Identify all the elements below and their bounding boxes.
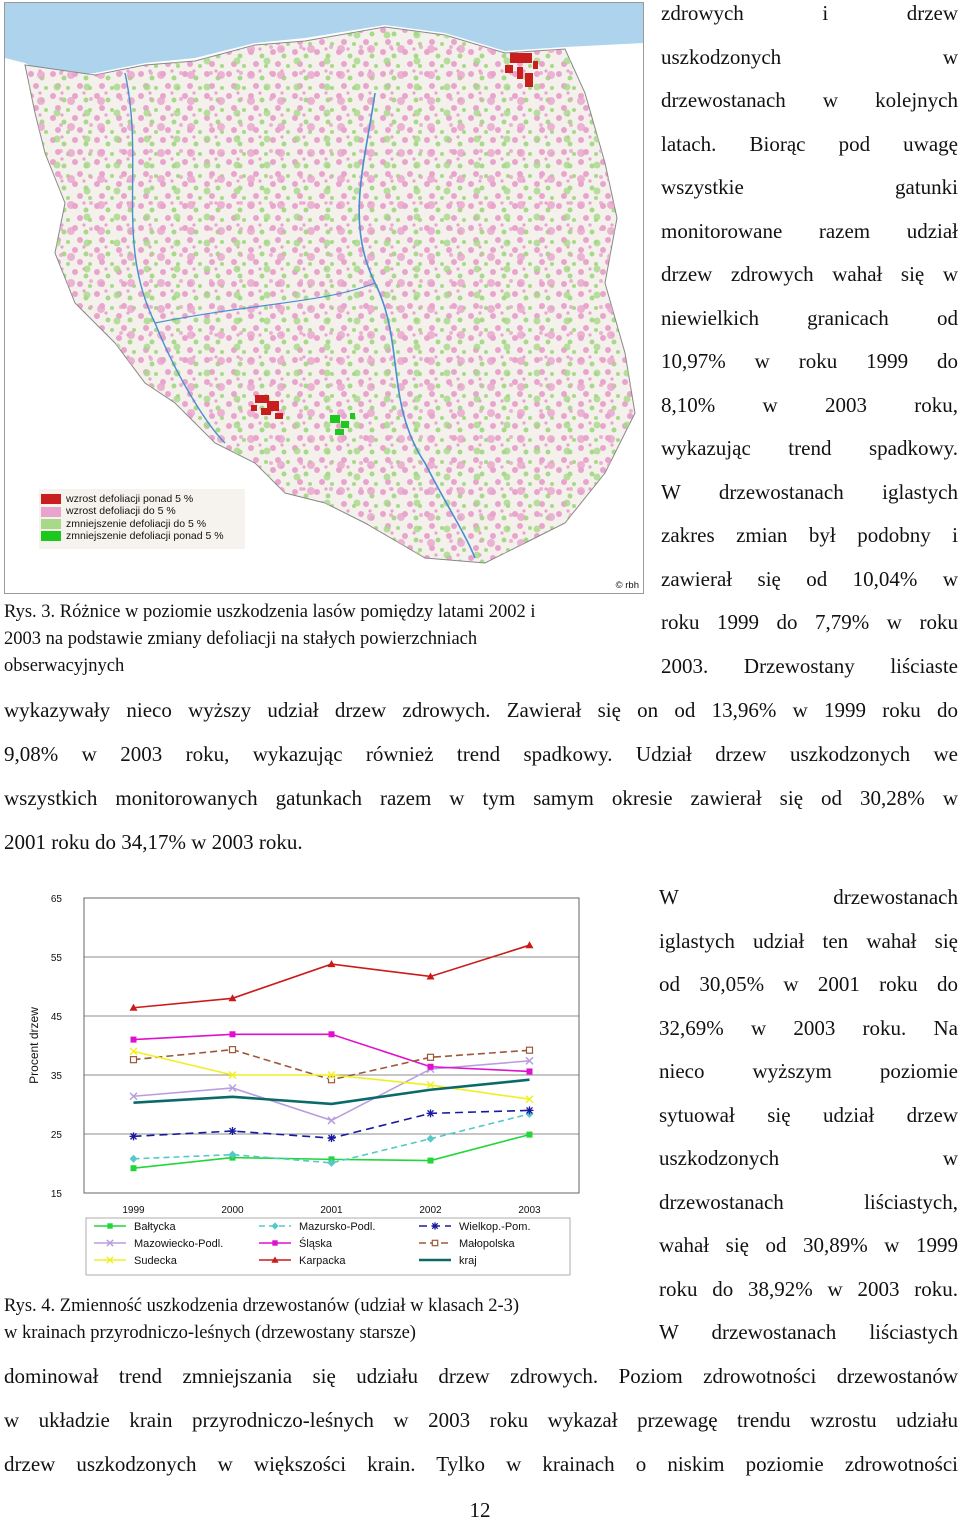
data-point bbox=[428, 1064, 434, 1070]
data-point bbox=[230, 1031, 236, 1037]
legend-label: zmniejszenie defoliacji do 5 % bbox=[66, 517, 207, 530]
text-line: W drzewostanach liściastych bbox=[659, 1320, 958, 1344]
x-tick-label: 2003 bbox=[518, 1205, 541, 1216]
data-point bbox=[107, 1223, 112, 1228]
caption-line: Rys. 4. Zmienność uszkodzenia drzewostanów (udział w klasach 2-3) bbox=[4, 1296, 520, 1316]
legend-swatch bbox=[41, 507, 61, 517]
text-line: wszystkich monitorowanych gatunkach razem w tym samym okresie zawierał się od 30,28% w bbox=[4, 786, 958, 810]
y-tick-label: 65 bbox=[50, 894, 62, 905]
text-line: drzew zdrowych wahał się w bbox=[661, 262, 958, 286]
figure-3-caption bbox=[4, 599, 654, 680]
data-point bbox=[272, 1240, 277, 1245]
text-line: 8,10% w 2003 roku, bbox=[661, 392, 958, 417]
text-line: od 30,05% w 2001 roku do bbox=[659, 972, 958, 996]
text-line: dominował trend zmniejszania się udziału drzew zdrowych. Poziom zdrowotności drzewostanów bbox=[4, 1364, 958, 1388]
legend-swatch bbox=[41, 519, 61, 529]
damage-line-chart bbox=[4, 880, 644, 1290]
legend-swatch bbox=[41, 494, 61, 504]
legend-label: Śląska bbox=[299, 1238, 333, 1250]
data-point bbox=[131, 1165, 137, 1171]
right-column-text-2 bbox=[659, 876, 958, 1355]
text-line: wahał się od 30,89% w 1999 bbox=[659, 1233, 958, 1257]
body-paragraph-1 bbox=[4, 689, 958, 865]
data-point bbox=[428, 1158, 434, 1164]
x-tick-label: 1999 bbox=[122, 1205, 145, 1216]
text-line: 2003. Drzewostany liściaste bbox=[661, 653, 958, 678]
text-line: wykazując trend spadkowy. bbox=[661, 436, 958, 460]
text-line: uszkodzonych w bbox=[659, 1146, 958, 1170]
data-point bbox=[131, 1057, 137, 1063]
x-tick-label: 2000 bbox=[221, 1205, 244, 1216]
data-point bbox=[328, 1134, 336, 1142]
text-line: latach. Biorąc pod uwagę bbox=[661, 131, 958, 156]
text-line: roku do 38,92% w 2003 roku. bbox=[659, 1276, 958, 1301]
data-point bbox=[527, 1047, 533, 1053]
map-copyright: © rbh bbox=[615, 580, 639, 591]
data-point bbox=[526, 1106, 534, 1114]
poland-defoliation-map bbox=[4, 2, 644, 594]
text-line: monitorowane razem udział bbox=[661, 218, 958, 243]
legend-item-pink bbox=[41, 505, 224, 517]
text-line: roku 1999 do 7,79% w roku bbox=[661, 610, 958, 634]
caption-line: 2003 na podstawie zmiany defoliacji na stałych powierzchniach bbox=[4, 629, 478, 649]
x-tick-label: 2001 bbox=[320, 1205, 343, 1216]
text-line: 32,69% w 2003 roku. Na bbox=[659, 1015, 958, 1040]
caption-line: w krainach przyrodniczo-leśnych (drzewostany starsze) bbox=[4, 1323, 416, 1343]
legend-label: wzrost defoliacji ponad 5 % bbox=[66, 493, 194, 505]
text-line: zawierał się od 10,04% w bbox=[661, 566, 958, 591]
page-number: 12 bbox=[469, 1498, 491, 1522]
legend-item-red bbox=[41, 493, 224, 505]
figure-4-caption bbox=[4, 1293, 654, 1347]
data-point bbox=[329, 1031, 335, 1037]
y-tick-label: 15 bbox=[50, 1189, 62, 1200]
legend-label: Karpacka bbox=[299, 1255, 346, 1267]
data-point bbox=[229, 1127, 237, 1135]
data-point bbox=[428, 1054, 434, 1060]
data-point bbox=[527, 1132, 533, 1138]
legend-item-lightgreen bbox=[41, 518, 224, 530]
map-legend-items bbox=[41, 493, 224, 543]
data-point bbox=[527, 1068, 533, 1074]
y-tick-label: 55 bbox=[50, 953, 62, 964]
text-line: wszystkie gatunki bbox=[661, 175, 958, 199]
text-line: W drzewostanach iglastych bbox=[661, 479, 958, 504]
legend-label: Sudecka bbox=[134, 1255, 177, 1267]
data-point bbox=[131, 1037, 137, 1043]
text-line: drzewostanach liściastych, bbox=[659, 1189, 958, 1214]
text-line: w układzie krain przyrodniczo-leśnych w 2003 roku wykazał przewagę trendu wzrostu udziału bbox=[4, 1408, 958, 1432]
legend-label: wzrost defoliacji do 5 % bbox=[66, 505, 176, 518]
y-tick-label: 25 bbox=[50, 1130, 62, 1141]
text-line: uszkodzonych w bbox=[661, 44, 958, 69]
y-tick-label: 35 bbox=[50, 1071, 62, 1082]
plot-area bbox=[84, 898, 579, 1193]
text-line: 9,08% w 2003 roku, wykazując również trend spadkowy. Udział drzew uszkodzonych we bbox=[4, 742, 958, 766]
body-paragraph-2 bbox=[4, 1355, 958, 1487]
legend-label: Małopolska bbox=[459, 1238, 515, 1250]
y-tick-label: 45 bbox=[50, 1012, 62, 1023]
chart-svg bbox=[4, 880, 644, 1290]
legend-label: Bałtycka bbox=[134, 1221, 176, 1233]
text-line: sytuował się udział drzew bbox=[659, 1102, 958, 1127]
data-point bbox=[432, 1240, 437, 1245]
text-line: drzewostanach w kolejnych bbox=[661, 88, 958, 112]
data-point bbox=[431, 1222, 438, 1229]
text-line: 2001 roku do 34,17% w 2003 roku. bbox=[4, 830, 303, 854]
legend-item-green bbox=[41, 530, 224, 542]
text-line: iglastych udział ten wahał się bbox=[659, 928, 958, 953]
text-line: zakres zmian był podobny i bbox=[661, 523, 958, 547]
legend-label: Wielkop.-Pom. bbox=[459, 1221, 531, 1233]
text-line: niewielkich granicach od bbox=[661, 305, 958, 330]
data-point bbox=[427, 1109, 435, 1117]
data-point bbox=[130, 1132, 138, 1140]
x-tick-label: 2002 bbox=[419, 1205, 442, 1216]
y-axis-label: Procent drzew bbox=[27, 1007, 41, 1084]
legend-label: kraj bbox=[459, 1255, 477, 1267]
legend-label: zmniejszenie defoliacji ponad 5 % bbox=[66, 530, 224, 543]
text-line: nieco wyższym poziomie bbox=[659, 1059, 958, 1083]
legend-swatch bbox=[41, 531, 61, 541]
caption-line: Rys. 3. Różnice w poziomie uszkodzenia lasów pomiędzy latami 2002 i bbox=[4, 602, 536, 622]
legend-label: Mazowiecko-Podl. bbox=[134, 1238, 224, 1250]
text-line: drzew uszkodzonych w większości krain. Tylko w krainach o niskim poziomie zdrowotności bbox=[4, 1452, 958, 1476]
data-point bbox=[230, 1047, 236, 1053]
text-line: zdrowych i drzew bbox=[661, 1, 958, 25]
legend-label: Mazursko-Podl. bbox=[299, 1221, 376, 1233]
text-line: 10,97% w roku 1999 do bbox=[661, 349, 958, 373]
text-line: wykazywały nieco wyższy udział drzew zdrowych. Zawierał się on od 13,96% w 1999 roku do bbox=[4, 698, 958, 722]
caption-line: obserwacyjnych bbox=[4, 656, 125, 676]
right-column-text-1 bbox=[661, 0, 958, 688]
text-line: W drzewostanach bbox=[659, 885, 958, 909]
